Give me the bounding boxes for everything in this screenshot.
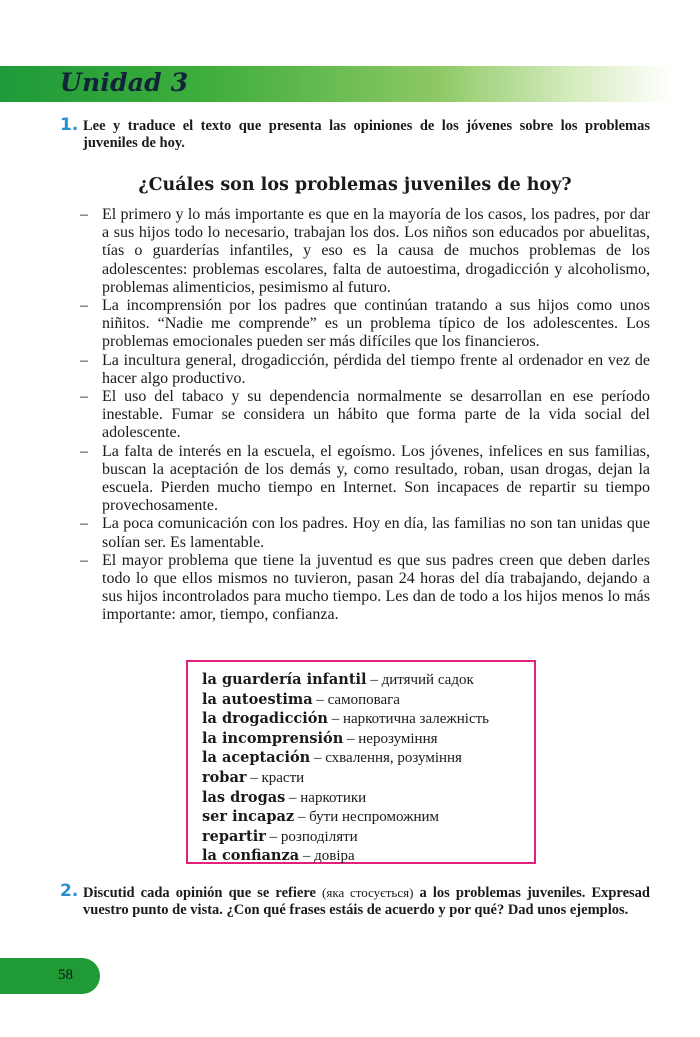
list-dash: – <box>80 297 88 315</box>
vocabulary-term: repartir <box>202 827 266 845</box>
vocabulary-separator: – <box>294 809 310 826</box>
vocabulary-translation: бути неспроможним <box>309 809 440 826</box>
opinion-list <box>80 206 650 625</box>
task-2-number: 2. <box>60 881 79 901</box>
list-dash: – <box>80 206 88 223</box>
vocabulary-entry <box>202 846 534 866</box>
vocabulary-separator: – <box>299 848 315 865</box>
vocabulary-term: ser incapaz <box>202 808 295 826</box>
vocabulary-term: robar <box>202 768 247 786</box>
vocabulary-separator: – <box>285 789 301 806</box>
vocabulary-separator: – <box>343 730 359 747</box>
vocabulary-entry <box>202 768 534 788</box>
opinion-item <box>80 515 650 551</box>
vocabulary-separator: – <box>246 769 262 786</box>
vocabulary-term: la drogadicción <box>202 710 328 728</box>
task-2-translation-note: (яка стосується) <box>322 885 414 900</box>
list-dash: – <box>80 515 88 533</box>
task-1-instruction: Lee y traduce el texto que presenta las opiniones de los jóvenes sobre los problemas juveniles de hoy. <box>83 118 650 151</box>
opinion-text: El uso del tabaco y su dependencia normalmente se desarrollan en ese período inestable. Fumar se considera un hábito que forma parte de la vida social del adolescente. <box>102 388 650 442</box>
task-2-text-before: Discutid cada opinión que se refiere <box>83 885 316 901</box>
vocabulary-separator: – <box>310 750 326 767</box>
list-dash: – <box>80 442 88 460</box>
opinion-text: La incomprensión por los padres que continúan tratando a sus hijos como unos niñitos. “Nadie me comprende” es un problema típico de los adolescentes. Los problemas emocionales pueden ser más difíciles que los financieros. <box>102 297 650 351</box>
vocabulary-translation: схвалення, розуміння <box>325 750 462 767</box>
page-number: 58 <box>58 967 73 983</box>
vocabulary-term: la autoestima <box>202 690 313 708</box>
vocabulary-entry <box>202 748 534 768</box>
reading-title: ¿Cuáles son los problemas juveniles de hoy? <box>138 175 572 195</box>
list-dash: – <box>80 351 88 369</box>
task-1-number: 1. <box>60 115 79 135</box>
opinion-text: La falta de interés en la escuela, el egoísmo. Los jóvenes, infelices en sus familias, buscan la aceptación de los demás y, como resultado, roban, usan drogas, dejan la escuela. Pierden mucho tiempo en Internet. Son incapaces de repartir su tiempo provechosamente. <box>102 442 650 515</box>
vocabulary-translation: нерозуміння <box>358 730 438 747</box>
vocabulary-entry <box>202 670 534 690</box>
unit-title: Unidad 3 <box>60 68 189 97</box>
vocabulary-separator: – <box>366 672 382 688</box>
vocabulary-translation: самоповага <box>327 691 400 708</box>
vocabulary-entry <box>202 807 534 827</box>
vocabulary-term: la incomprensión <box>202 729 344 747</box>
opinion-text: La poca comunicación con los padres. Hoy en día, las familias no son tan unidas que solían ser. Es lamentable. <box>102 515 650 551</box>
vocabulary-term: las drogas <box>202 788 286 806</box>
opinion-item <box>80 388 650 443</box>
task-2 <box>60 881 650 919</box>
opinion-item <box>80 443 650 516</box>
vocabulary-entry <box>202 827 534 847</box>
vocabulary-translation: наркотики <box>300 789 367 806</box>
vocabulary-separator: – <box>327 711 343 728</box>
vocabulary-term: la aceptación <box>202 749 311 767</box>
opinion-item <box>80 552 650 625</box>
vocabulary-translation: красти <box>261 769 305 786</box>
vocabulary-entry <box>202 709 534 729</box>
task-2-instruction <box>83 884 650 919</box>
vocabulary-translation: наркотична залежність <box>342 711 490 728</box>
vocabulary-entry <box>202 690 534 710</box>
opinion-text: La incultura general, drogadicción, pérdida del tiempo frente al ordenador en vez de hacer algo productivo. <box>102 351 650 387</box>
vocabulary-separator: – <box>265 828 281 845</box>
vocabulary-term: la confianza <box>202 847 300 865</box>
vocabulary-box <box>186 660 536 864</box>
vocabulary-term: la guardería infantil <box>202 671 367 688</box>
vocabulary-entry <box>202 729 534 749</box>
vocabulary-translation: дитячий садок <box>381 672 474 688</box>
opinion-item <box>80 297 650 352</box>
opinion-text: El primero y lo más importante es que en la mayoría de los casos, los padres, por dar a sus hijos todo lo necesario, trabajan los dos. Los niños son educados por abuelitas, tías o guarderías infantiles, y eso es la causa de muchos problemas de los adolescentes: problemas escolares, falta de autoestima, drogadicción y alcoholismo, problemas alimenticios, pesimismo al futuro. <box>102 206 650 296</box>
unit-banner <box>0 66 700 102</box>
task-2-text-after: a los problemas juveniles. Expresad vuestro punto de vista. ¿Con qué frases estáis de acuerdo y por qué? Dad unos ejemplos. <box>83 885 650 918</box>
list-dash: – <box>80 388 88 406</box>
vocabulary-separator: – <box>312 691 328 708</box>
opinion-item <box>80 352 650 388</box>
opinion-text: El mayor problema que tiene la juventud es que sus padres creen que deben darles todo lo que ellos mismos no tuvieron, pasan 24 horas del día trabajando, dejando a sus hijos incontrolados para mucho tiempo. Les dan de todo a los hijos menos lo más importante: amor, tiempo, confianza. <box>102 551 650 624</box>
opinion-item <box>80 206 650 297</box>
page-number-tab <box>0 958 100 994</box>
vocabulary-entry <box>202 788 534 808</box>
vocabulary-translation: розподіляти <box>280 828 358 845</box>
list-dash: – <box>80 551 88 569</box>
vocabulary-translation: довіра <box>314 848 355 865</box>
task-1 <box>60 115 650 152</box>
